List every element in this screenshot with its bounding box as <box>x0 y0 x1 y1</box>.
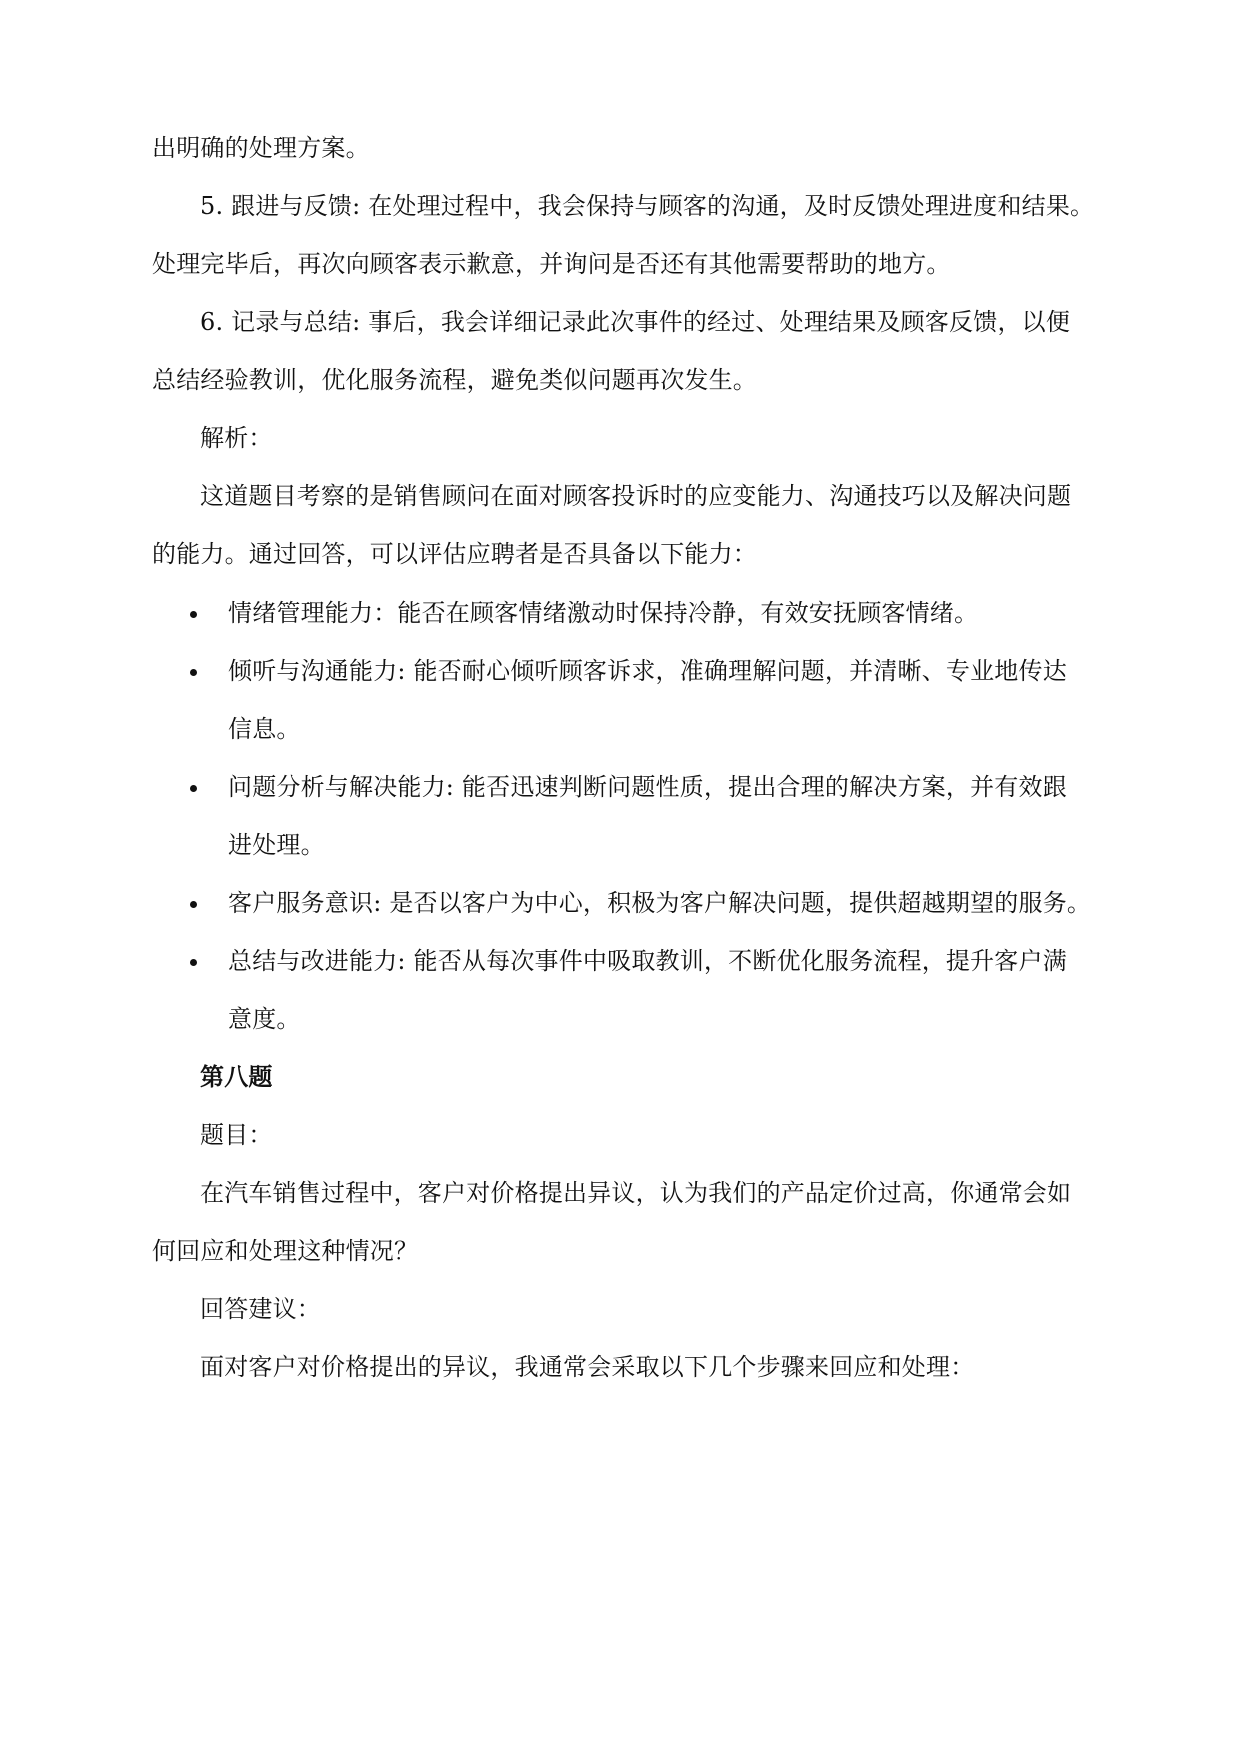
paragraph-line: 总结经验教训，优化服务流程，避免类似问题再次发生。 <box>152 366 757 394</box>
paragraph-line: 这道题目考察的是销售顾问在面对顾客投诉时的应变能力、沟通技巧以及解决问题 <box>200 482 1072 510</box>
paragraph-line: 何回应和处理这种情况？ <box>152 1237 419 1265</box>
paragraph-line: 的能力。通过回答，可以评估应聘者是否具备以下能力： <box>152 540 757 568</box>
analysis-label: 解析： <box>200 424 273 452</box>
bullet-icon <box>190 959 197 966</box>
list-item-text: 信息。 <box>228 715 301 743</box>
paragraph-line: 出明确的处理方案。 <box>152 134 370 162</box>
paragraph-line: 面对客户对价格提出的异议，我通常会采取以下几个步骤来回应和处理： <box>200 1353 975 1381</box>
paragraph-line: 5. 跟进与反馈: 在处理过程中，我会保持与顾客的沟通，及时反馈处理进度和结果。 <box>200 192 1095 220</box>
bullet-icon <box>190 785 197 792</box>
list-item-text: 客户服务意识: 是否以客户为中心，积极为客户解决问题，提供超越期望的服务。 <box>228 889 1092 917</box>
bullet-icon <box>190 901 197 908</box>
list-item-text: 倾听与沟通能力: 能否耐心倾听顾客诉求，准确理解问题，并清晰、专业地传达 <box>228 657 1067 685</box>
paragraph-line: 处理完毕后，再次向顾客表示歉意，并询问是否还有其他需要帮助的地方。 <box>152 250 951 278</box>
document-page <box>152 0 1095 1754</box>
list-item-text: 总结与改进能力: 能否从每次事件中吸取教训，不断优化服务流程，提升客户满 <box>228 947 1067 975</box>
section-heading: 第八题 <box>200 1063 273 1091</box>
paragraph-line: 在汽车销售过程中，客户对价格提出异议，认为我们的产品定价过高，你通常会如 <box>200 1179 1072 1207</box>
paragraph-line: 6. 记录与总结: 事后，我会详细记录此次事件的经过、处理结果及顾客反馈，以便 <box>200 308 1071 336</box>
topic-label: 题目： <box>200 1121 273 1149</box>
answer-label: 回答建议： <box>200 1295 321 1323</box>
list-item-text: 进处理。 <box>228 831 325 859</box>
bullet-icon <box>190 669 197 676</box>
list-item-text: 问题分析与解决能力: 能否迅速判断问题性质，提出合理的解决方案，并有效跟 <box>228 773 1067 801</box>
list-item-text: 意度。 <box>228 1005 301 1033</box>
list-item-text: 情绪管理能力：能否在顾客情绪激动时保持冷静，有效安抚顾客情绪。 <box>228 599 979 627</box>
bullet-icon <box>190 611 197 618</box>
